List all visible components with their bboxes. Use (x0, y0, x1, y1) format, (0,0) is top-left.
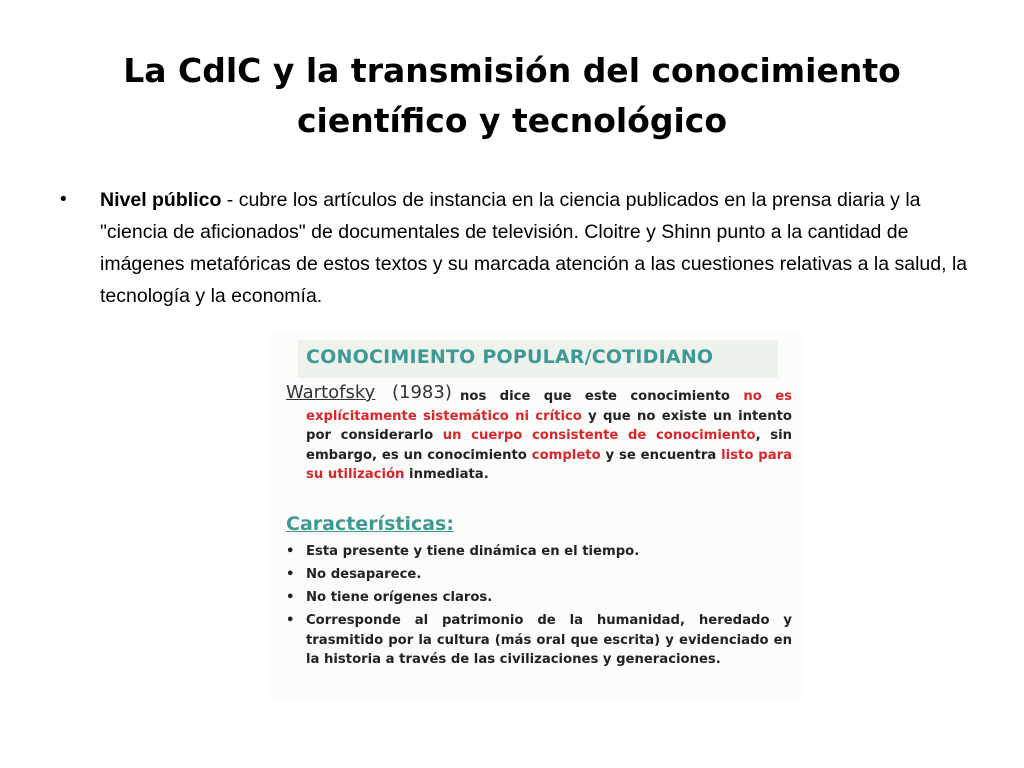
quote-highlight: listo para su utilización (306, 447, 792, 482)
figure-author: Wartofsky (286, 382, 376, 403)
characteristic-text: Esta presente y tiene dinámica en el tiempo. (306, 544, 640, 559)
figure-quote-body (306, 389, 792, 482)
characteristic-text: No tiene orígenes claros. (306, 590, 493, 605)
bullet-dot-icon: • (60, 189, 67, 210)
characteristic-item (284, 542, 792, 562)
quote-highlight: un cuerpo consistente de conocimiento (442, 428, 756, 443)
quote-text: y que no existe un intento por considerarlo (306, 408, 792, 443)
quote-text: y se encuentra (600, 447, 722, 463)
characteristics-list (284, 542, 792, 673)
bullet-item (60, 184, 970, 312)
bullet-text: - cubre los artículos de instancia en la ciencia publicados en la prensa diaria y la "ciencia de aficionados" de documentales de televisión. Cloitre y Shinn punto a la cantidad de imágenes metafóricas de estos textos y su marcada atención a las cuestiones relativas a la salud, la tecnología y la economía. (100, 189, 968, 307)
quote-text: inmediata. (404, 467, 489, 482)
characteristic-item (284, 611, 792, 670)
characteristic-item (284, 565, 792, 585)
quote-highlight: completo (531, 447, 601, 463)
embedded-image-conocimiento-popular (270, 330, 802, 700)
characteristic-text: Corresponde al patrimonio de la humanidad, heredado y trasmitido por la cultura (más oral que escrita) y evidenciado en la historia a través de las civilizaciones y generaciones. (306, 613, 792, 667)
characteristic-text: No desaparece. (306, 567, 422, 582)
quote-text: , sin embargo, es un conocimiento (306, 428, 793, 463)
figure-subtitle: Características: (286, 513, 454, 535)
bullet-dot-icon: • (286, 590, 295, 605)
bullet-list (60, 184, 970, 312)
figure-quote (306, 387, 792, 485)
figure-title: CONOCIMIENTO POPULAR/COTIDIANO (306, 346, 714, 368)
bullet-dot-icon: • (286, 567, 295, 582)
quote-highlight: no es explícitamente sistemático ni crítico (306, 389, 792, 424)
slide-title: La CdlC y la transmisión del conocimiento científico y tecnológico (123, 51, 901, 140)
figure-year: (1983) (392, 382, 452, 403)
quote-text: nos dice que este conocimiento (460, 389, 744, 404)
bullet-dot-icon: • (286, 613, 295, 628)
bullet-dot-icon: • (286, 544, 295, 559)
bullet-term: Nivel público (100, 189, 222, 211)
characteristic-item (284, 588, 792, 608)
